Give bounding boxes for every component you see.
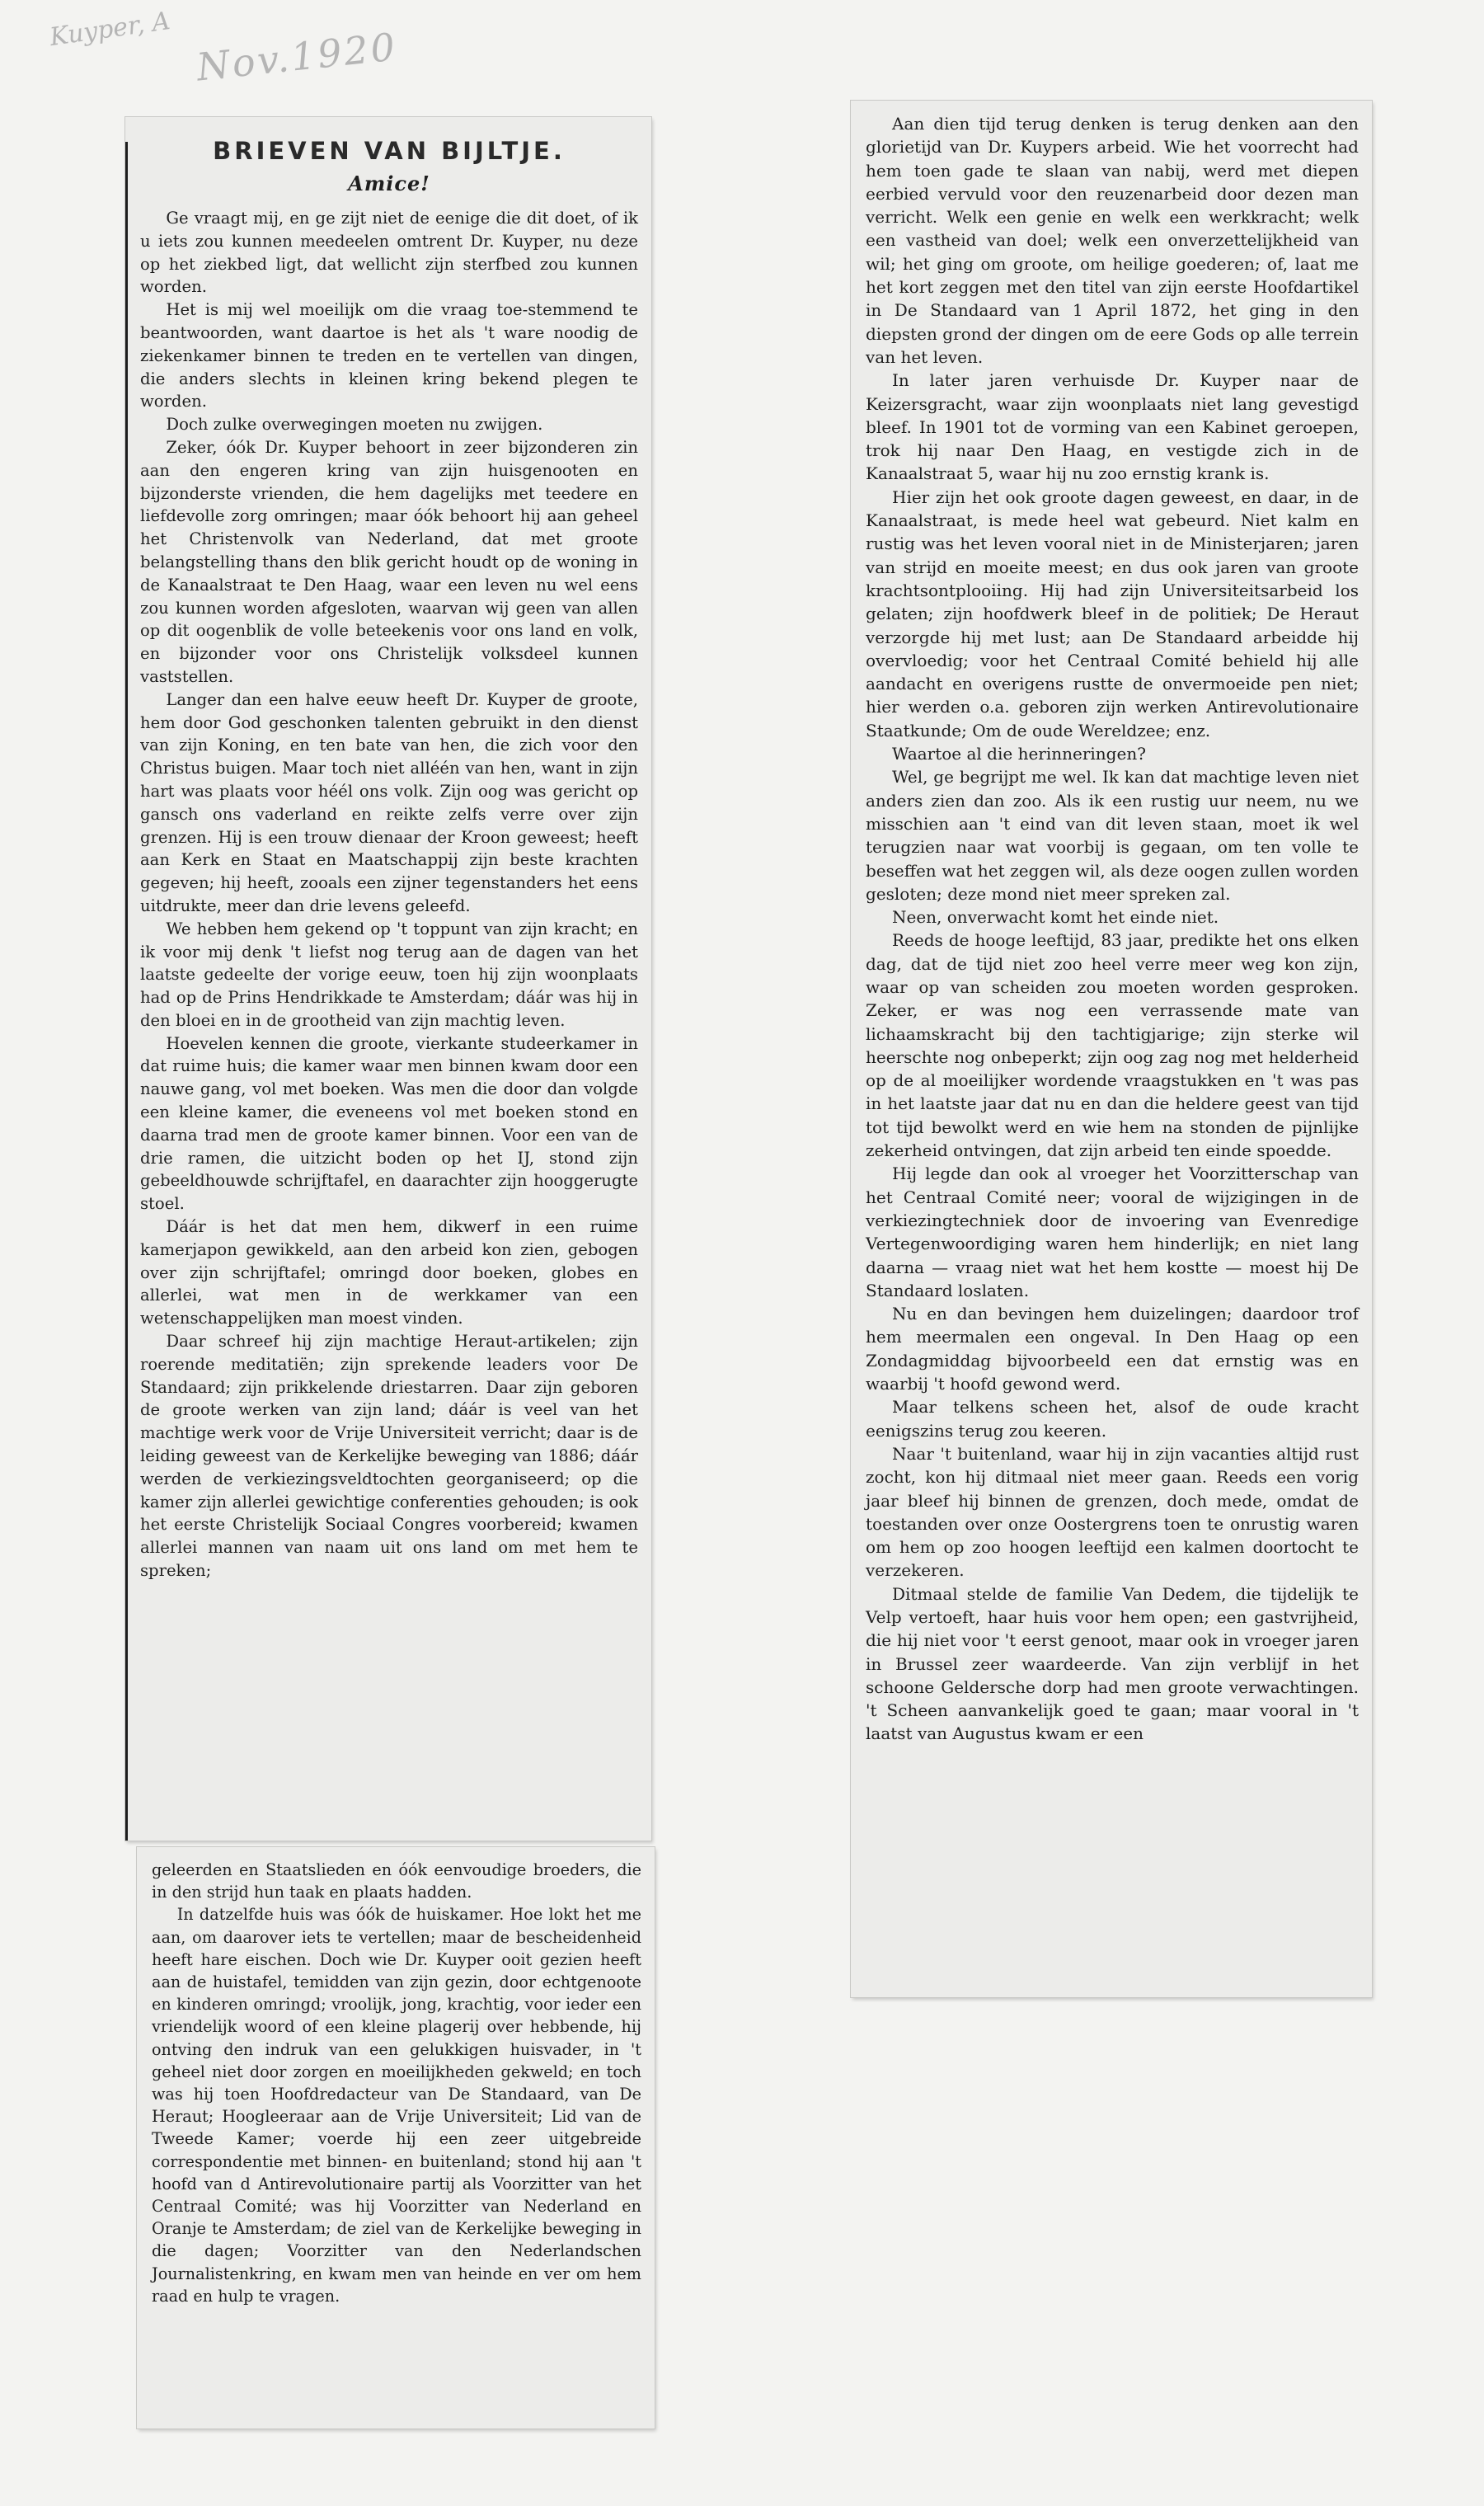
paragraph: In later jaren verhuisde Dr. Kuyper naar de Keizersgracht, waar zijn woonplaats niet lang gevestigd bleef. In 1901 tot de vorming van een Kabinet geroepen, trok hij naar Den Haag, en vestigde zich in de Kanaalstraat 5, waar hij nu zoo ernstig krank is. — [866, 370, 1359, 484]
article-salutation: Amice! — [348, 172, 430, 195]
paragraph: Daar schreef hij zijn machtige Heraut-artikelen; zijn roerende meditatiën; zijn sprekende leaders voor De Standaard; zijn prikkelende driestarren. Daar zijn geboren de groote werken van zijn land; dáár is veel van het machtige werk voor de Vrije Universiteit verricht; daar is de leiding geweest van de Kerkelijke beweging van 1886; dáár werden de verkiezingsveldtochten georganiseerd; op die kamer zijn allerlei gewichtige conferenties gehouden; is ook het eerste Christelijk Sociaal Congres voorbereid; kwamen allerlei mannen van naam uit ons land om met hem te spreken; — [140, 1332, 638, 1581]
paragraph: Naar 't buitenland, waar hij in zijn vacanties altijd rust zocht, kon hij ditmaal niet meer gaan. Reeds een vorig jaar bleef hij binnen de grenzen, doch mede, omdat de toestanden over onze Oostergrens toen te onrustig waren om hem op zoo hoogen leeftijd een kalmen doortocht te verzekeren. — [866, 1443, 1359, 1581]
clipping-shadow-edge — [125, 142, 128, 1841]
newspaper-clipping-1 — [125, 117, 651, 1841]
paragraph: Dáár is het dat men hem, dikwerf in een ruime kamerjapon gewikkeld, aan den arbeid kon zien, gebogen over zijn schrijftafel; omringd door boeken, globes en allerlei, wat men in de werkkamer van een wetenschappelijken man moest vinden. — [140, 1217, 638, 1328]
paragraph: Ge vraagt mij, en ge zijt niet de eenige die dit doet, of ik u iets zou kunnen meedeelen omtrent Dr. Kuyper, nu deze op het ziekbed ligt, dat wellicht zijn sterfbed zou kunnen worden. — [140, 209, 638, 297]
paragraph: Zeker, óók Dr. Kuyper behoort in zeer bijzonderen zin aan den engeren kring van zijn huisgenooten en bijzonderste vrienden, die hem dagelijks met teedere en liefdevolle zorg omringen; maar óók behoort hij aan geheel het Christenvolk van Nederland, dat met groote belangstelling thans den blik gericht houdt op de woning in de Kanaalstraat te Den Haag, waar een leven nu wel eens zou kunnen worden afgesloten, waarvan wij geen van allen op dit oogenblik de volle beteekenis voor ons land en volk, en bijzonder voor ons Christelijk volksdeel kunnen vaststellen. — [140, 437, 638, 686]
paragraph: Hij legde dan ook al vroeger het Voorzitterschap van het Centraal Comité neer; vooral de wijzigingen in de verkiezingtechniek door de invoering van Evenredige Vertegenwoordiging waren hem hinderlijk; en niet lang daarna — vraag niet wat het hem kostte — moest hij De Standaard loslaten. — [866, 1164, 1359, 1300]
paragraph: We hebben hem gekend op 't toppunt van zijn kracht; en ik voor mij denk 't liefst nog terug aan de dagen van het laatste gedeelte der vorige eeuw, toen hij zijn woonplaats had op de Prins Hendrikkade te Amsterdam; dáár was hij in den bloei en in de grootheid van zijn machtig leven. — [140, 919, 638, 1030]
paragraph: Waartoe al die herinneringen? — [892, 744, 1146, 764]
handwritten-author-note: Kuyper, A — [48, 6, 172, 53]
article-column-2 — [152, 1859, 641, 2307]
handwritten-date-note: Nov.1920 — [194, 24, 400, 90]
paragraph: Het is mij wel moeilijk om die vraag toe-stemmend te beantwoorden, want daartoe is het als 't ware noodig de ziekenkamer binnen te treden en te vertellen van dingen, die anders slechts in kleinen kring bekend plegen te worden. — [140, 300, 638, 411]
paragraph: geleerden en Staatslieden en óók eenvoudige broeders, die in den strijd hun taak en plaats hadden. — [152, 1860, 641, 1902]
paragraph: Nu en dan bevingen hem duizelingen; daardoor trof hem meermalen een ongeval. In Den Haag op een Zondagmiddag bijvoorbeeld een dat ernstig was en waarbij 't hoofd gewond werd. — [866, 1304, 1359, 1394]
newspaper-clipping-2 — [137, 1847, 655, 2428]
paragraph: Maar telkens scheen het, alsof de oude kracht eenigszins terug zou keeren. — [866, 1397, 1359, 1441]
article-column-1 — [140, 129, 638, 1582]
paragraph: Ditmaal stelde de familie Van Dedem, die tijdelijk te Velp vertoeft, haar huis voor hem open; een gastvrijheid, die hij niet voor 't eerst genoot, maar ook in vroeger jaren in Brussel zeer waardeerde. Van zijn verblijf in het schoone Geldersche dorp had men groote verwachtingen. 't Scheen aanvankelijk goed te gaan; maar vooral in 't laatst van Augustus kwam er een — [866, 1583, 1359, 1744]
paragraph: Doch zulke overwegingen moeten nu zwijgen. — [166, 415, 543, 435]
paragraph: Wel, ge begrijpt me wel. Ik kan dat machtige leven niet anders zien dan zoo. Als ik een rustig uur neem, nu we misschien aan 't eind van dit leven staan, moet ik wel terugzien naar wat voorbij is gegaan, om ten volle te beseffen wat het zeggen wil, als deze oogen zullen worden gesloten; deze mond niet meer spreken zal. — [866, 767, 1359, 904]
paragraph: Reeds de hooge leeftijd, 83 jaar, predikte het ons elken dag, dat de tijd niet zoo heel verre meer weg kon zijn, waar op van scheiden zou moeten worden gesproken. Zeker, er was nog een verrassende mate van lichaamskracht bij den tachtigjarige; zijn sterke wil heerschte nog onbeperkt; zijn oog zag nog met helderheid op de al moeilijker wordende vraagstukken en 't was pas in het laatste jaar dat nu en dan die heldere geest van tijd tot tijd bewolkt werd en wie hem na stonden de pijnlijke zekerheid ontvingen, dat zijn arbeid ten einde spoedde. — [866, 930, 1359, 1161]
paragraph: Hier zijn het ook groote dagen geweest, en daar, in de Kanaalstraat, is mede heel wat gebeurd. Niet kalm en rustig was het leven vooral niet in de Ministerjaren; jaren van strijd en moeite meest; en dus ook jaren van groote krachtsontplooiing. Hij had zijn Universiteitsarbeid los gelaten; zijn hoofdwerk bleef in de politiek; De Heraut verzorgde hij met lust; aan De Standaard arbeidde hij overvloedig; voor het Centraal Comité behield hij alle aandacht en overigens rustte de onvermoeide pen niet; hier werden o.a. geboren zijn werken Antirevolutionaire Staatkunde; Om de oude Wereldzee; enz. — [866, 487, 1359, 741]
paragraph: Aan dien tijd terug denken is terug denken aan den glorietijd van Dr. Kuypers arbeid. Wie het voorrecht had hem toen gade te slaan van nabij, werd met diepen eerbied vervuld voor den reuzenarbeid door dezen man verricht. Welk een genie en welk een werkkracht; welk een vastheid van doel; welk een onverzettelijkheid van wil; het ging om groote, om heilige goederen; of, laat me het kort zeggen met den titel van zijn eerste Hoofdartikel in De Standaard van 1 April 1872, het ging in den diepsten grond der dingen om de eere Gods op alle terrein van het leven. — [866, 114, 1359, 367]
paragraph: Hoevelen kennen die groote, vierkante studeerkamer in dat ruime huis; die kamer waar men binnen kwam door een nauwe gang, vol met boeken. Was men die door dan volgde een kleine kamer, die eveneens vol met boeken stond en daarna trad men de groote kamer binnen. Voor een van de drie ramen, die uitzicht boden op het IJ, stond zijn gebeeldhouwde schrijftafel, en daarachter zijn hooggerugte stoel. — [140, 1033, 638, 1214]
article-headline: BRIEVEN VAN BIJLTJE. — [213, 137, 566, 165]
paragraph: Langer dan een halve eeuw heeft Dr. Kuyper de groote, hem door God geschonken talenten gebruikt in den dienst van zijn Koning, en ten bate van hen, die zich voor den Christus buigen. Maar toch niet alléén van hen, want in zijn hart was plaats voor héél ons volk. Zijn oog was gericht op gansch ons vaderland en reikte zelfs verre over zijn grenzen. Hij is een trouw dienaar der Kroon geweest; heeft aan Kerk en Staat en Maatschappij zijn beste krachten gegeven; hij heeft, zooals een zijner tegenstanders het eens uitdrukte, meer dan drie levens geleefd. — [140, 689, 638, 915]
article-column-3 — [866, 112, 1359, 1746]
paragraph: In datzelfde huis was óók de huiskamer. Hoe lokt het me aan, om daarover iets te vertellen; maar de bescheidenheid heeft hare eischen. Doch wie Dr. Kuyper ooit gezien heeft aan de huistafel, temidden van zijn gezin, door echtgenoote en kinderen omringd; vroolijk, jong, krachtig, voor ieder een vriendelijk woord of een kleine plagerij over hebbende, hij ontving den indruk van een gelukkigen huisvader, in 't geheel niet door zorgen en moeilijkheden gekweld; en toch was hij toen Hoofdredacteur van De Standaard, van De Heraut; Hoogleeraar aan de Vrije Universiteit; Lid van de Tweede Kamer; voerde hij een zeer uitgebreide correspondentie met binnen- en buitenland; stond hij aan 't hoofd van d Antirevolutionaire partij als Voorzitter van het Centraal Comité; was hij Voorzitter van Nederland en Oranje te Amsterdam; de ziel van de Kerkelijke beweging in die dagen; Voorzitter van den Nederlandschen Journalistenkring, en kwam men van heinde en ver om hem raad en hulp te vragen. — [152, 1905, 641, 2306]
newspaper-clipping-3 — [851, 101, 1372, 1997]
paragraph: Neen, onverwacht komt het einde niet. — [892, 907, 1219, 928]
